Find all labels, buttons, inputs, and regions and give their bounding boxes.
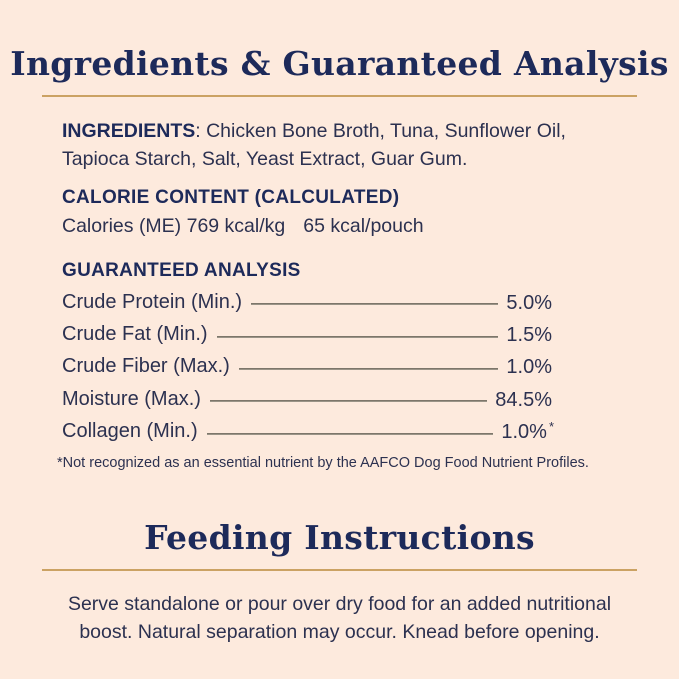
analysis-row-value bbox=[495, 387, 554, 412]
analysis-row-label: Collagen (Min.) bbox=[62, 420, 198, 443]
analysis-row-collagen bbox=[62, 416, 554, 448]
ingredients-label: INGREDIENTS bbox=[62, 120, 196, 142]
calorie-value-per-kg: Calories (ME) 769 kcal/kg bbox=[62, 215, 286, 237]
calorie-value-per-pouch: 65 kcal/pouch bbox=[303, 215, 424, 237]
analysis-value-text: 5.0% bbox=[506, 291, 552, 314]
leader-line bbox=[207, 433, 494, 435]
analysis-row-label: Crude Fat (Min.) bbox=[62, 323, 208, 346]
analysis-value-text: 1.0% bbox=[501, 421, 547, 444]
section-divider-rule-top bbox=[42, 95, 637, 97]
calorie-content-heading: CALORIE CONTENT (CALCULATED) bbox=[62, 187, 400, 208]
analysis-asterisk: * bbox=[548, 419, 554, 435]
analysis-row-moisture bbox=[62, 383, 554, 415]
analysis-row-crude-protein bbox=[62, 286, 554, 318]
aafco-footnote: *Not recognized as an essential nutrient by the AAFCO Dog Food Nutrient Profiles. bbox=[57, 454, 589, 471]
analysis-row-label: Moisture (Max.) bbox=[62, 387, 201, 410]
analysis-row-value bbox=[501, 419, 554, 444]
analysis-row-label: Crude Protein (Min.) bbox=[62, 290, 243, 313]
leader-line bbox=[210, 400, 487, 402]
analysis-row-value bbox=[506, 290, 554, 315]
analysis-row-crude-fat bbox=[62, 318, 554, 350]
calorie-values-line bbox=[62, 213, 679, 240]
analysis-row-value bbox=[506, 322, 554, 347]
ingredients-paragraph bbox=[62, 118, 627, 173]
guaranteed-analysis-heading: GUARANTEED ANALYSIS bbox=[62, 260, 301, 281]
feeding-instructions-text: Serve standalone or pour over dry food for an added nutritional boost. Natural separation may occur. Knead before opening. bbox=[67, 592, 612, 643]
guaranteed-analysis-table bbox=[62, 286, 554, 448]
section-divider-rule-bottom bbox=[42, 569, 637, 571]
analysis-row-value bbox=[506, 354, 554, 379]
leader-line bbox=[217, 336, 499, 338]
feeding-section-title: Feeding Instructions bbox=[144, 517, 535, 557]
analysis-value-text: 84.5% bbox=[495, 388, 552, 411]
analysis-value-text: 1.0% bbox=[506, 356, 552, 379]
ingredients-list-text: : Chicken Bone Broth, Tuna, Sunflower Oil, Tapioca Starch, Salt, Yeast Extract, Guar Gum. bbox=[62, 120, 566, 170]
analysis-value-text: 1.5% bbox=[506, 324, 552, 347]
analysis-row-crude-fiber bbox=[62, 351, 554, 383]
leader-line bbox=[239, 368, 499, 370]
leader-line bbox=[251, 303, 498, 305]
analysis-row-label: Crude Fiber (Max.) bbox=[62, 355, 230, 378]
ingredients-section-title: Ingredients & Guaranteed Analysis bbox=[10, 44, 669, 83]
